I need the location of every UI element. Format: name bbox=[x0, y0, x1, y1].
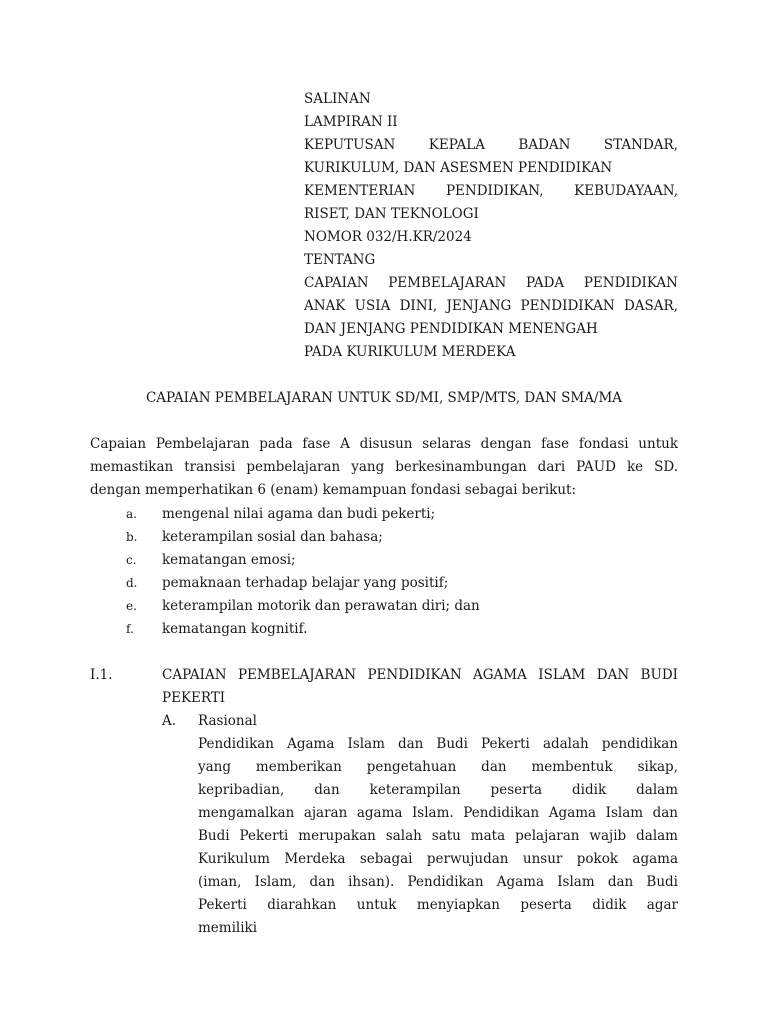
intro-paragraph bbox=[90, 433, 678, 502]
header-line: ANAK USIA DINI, JENJANG PENDIDIKAN DASAR, bbox=[304, 298, 678, 314]
intro-line: memastikan transisi pembelajaran yang berkesinambungan dari PAUD ke SD. bbox=[90, 459, 678, 475]
list-text: pemaknaan terhadap belajar yang positif; bbox=[162, 575, 449, 591]
header-line: CAPAIAN PEMBELAJARAN PADA PENDIDIKAN bbox=[304, 275, 678, 291]
decree-header bbox=[304, 88, 678, 364]
paragraph-line: kepribadian, dan keterampilan peserta didik dalam bbox=[198, 782, 678, 798]
paragraph-line: Pendidikan Agama Islam dan Budi Pekerti adalah pendidikan bbox=[198, 736, 678, 752]
list-item bbox=[90, 595, 678, 618]
paragraph-line: mengamalkan ajaran agama Islam. Pendidikan Agama Islam dan bbox=[198, 805, 678, 821]
paragraph-line: Kurikulum Merdeka sebagai perwujudan unsur pokok agama bbox=[198, 851, 678, 867]
list-item bbox=[90, 549, 678, 572]
header-line: LAMPIRAN II bbox=[304, 114, 398, 130]
header-line: KEMENTERIAN PENDIDIKAN, KEBUDAYAAN, bbox=[304, 183, 678, 199]
header-line: PADA KURIKULUM MERDEKA bbox=[304, 344, 516, 360]
fondasi-list bbox=[90, 503, 678, 641]
section-title-line: PEKERTI bbox=[162, 690, 226, 706]
subsection-marker: A. bbox=[162, 713, 177, 729]
intro-line: Capaian Pembelajaran pada fase A disusun selaras dengan fase fondasi untuk bbox=[90, 436, 678, 452]
paragraph-line: yang memberikan pengetahuan dan membentuk sikap, bbox=[198, 759, 678, 775]
list-item bbox=[90, 572, 678, 595]
list-item bbox=[90, 618, 678, 641]
header-line: NOMOR 032/H.KR/2024 bbox=[304, 229, 472, 245]
list-text: kematangan emosi; bbox=[162, 552, 296, 568]
list-marker: d. bbox=[126, 576, 138, 590]
header-line: SALINAN bbox=[304, 91, 371, 107]
list-text: keterampilan motorik dan perawatan diri; dan bbox=[162, 598, 480, 614]
header-line: RISET, DAN TEKNOLOGI bbox=[304, 206, 479, 222]
section-number: I.1. bbox=[90, 667, 113, 683]
header-line: TENTANG bbox=[304, 252, 376, 268]
paragraph-line: (iman, Islam, dan ihsan). Pendidikan Agama Islam dan Budi bbox=[198, 874, 678, 890]
list-marker: f. bbox=[126, 622, 134, 636]
list-marker: a. bbox=[126, 507, 137, 521]
list-marker: e. bbox=[126, 599, 137, 613]
list-item bbox=[90, 503, 678, 526]
header-line: DAN JENJANG PENDIDIKAN MENENGAH bbox=[304, 321, 598, 337]
paragraph-line: Pekerti diarahkan untuk menyiapkan peserta didik agar bbox=[198, 897, 678, 913]
section-title-line: CAPAIAN PEMBELAJARAN PENDIDIKAN AGAMA ISLAM DAN BUDI bbox=[162, 667, 678, 683]
document-title: CAPAIAN PEMBELAJARAN UNTUK SD/MI, SMP/MTS, DAN SMA/MA bbox=[145, 390, 623, 406]
section-title bbox=[162, 664, 678, 710]
list-text: mengenal nilai agama dan budi pekerti; bbox=[162, 506, 436, 522]
subsection-label: Rasional bbox=[198, 713, 257, 729]
intro-line: dengan memperhatikan 6 (enam) kemampuan fondasi sebagai berikut: bbox=[90, 482, 577, 498]
paragraph-line: memiliki bbox=[198, 920, 258, 936]
rasional-paragraph bbox=[198, 733, 678, 940]
list-marker: b. bbox=[126, 530, 138, 544]
list-text: keterampilan sosial dan bahasa; bbox=[162, 529, 383, 545]
list-text: kematangan kognitif. bbox=[162, 621, 308, 637]
list-item bbox=[90, 526, 678, 549]
header-line: KURIKULUM, DAN ASESMEN PENDIDIKAN bbox=[304, 160, 613, 176]
header-line: KEPUTUSAN KEPALA BADAN STANDAR, bbox=[304, 137, 678, 153]
list-marker: c. bbox=[126, 553, 137, 567]
paragraph-line: Budi Pekerti merupakan salah satu mata pelajaran wajib dalam bbox=[198, 828, 678, 844]
